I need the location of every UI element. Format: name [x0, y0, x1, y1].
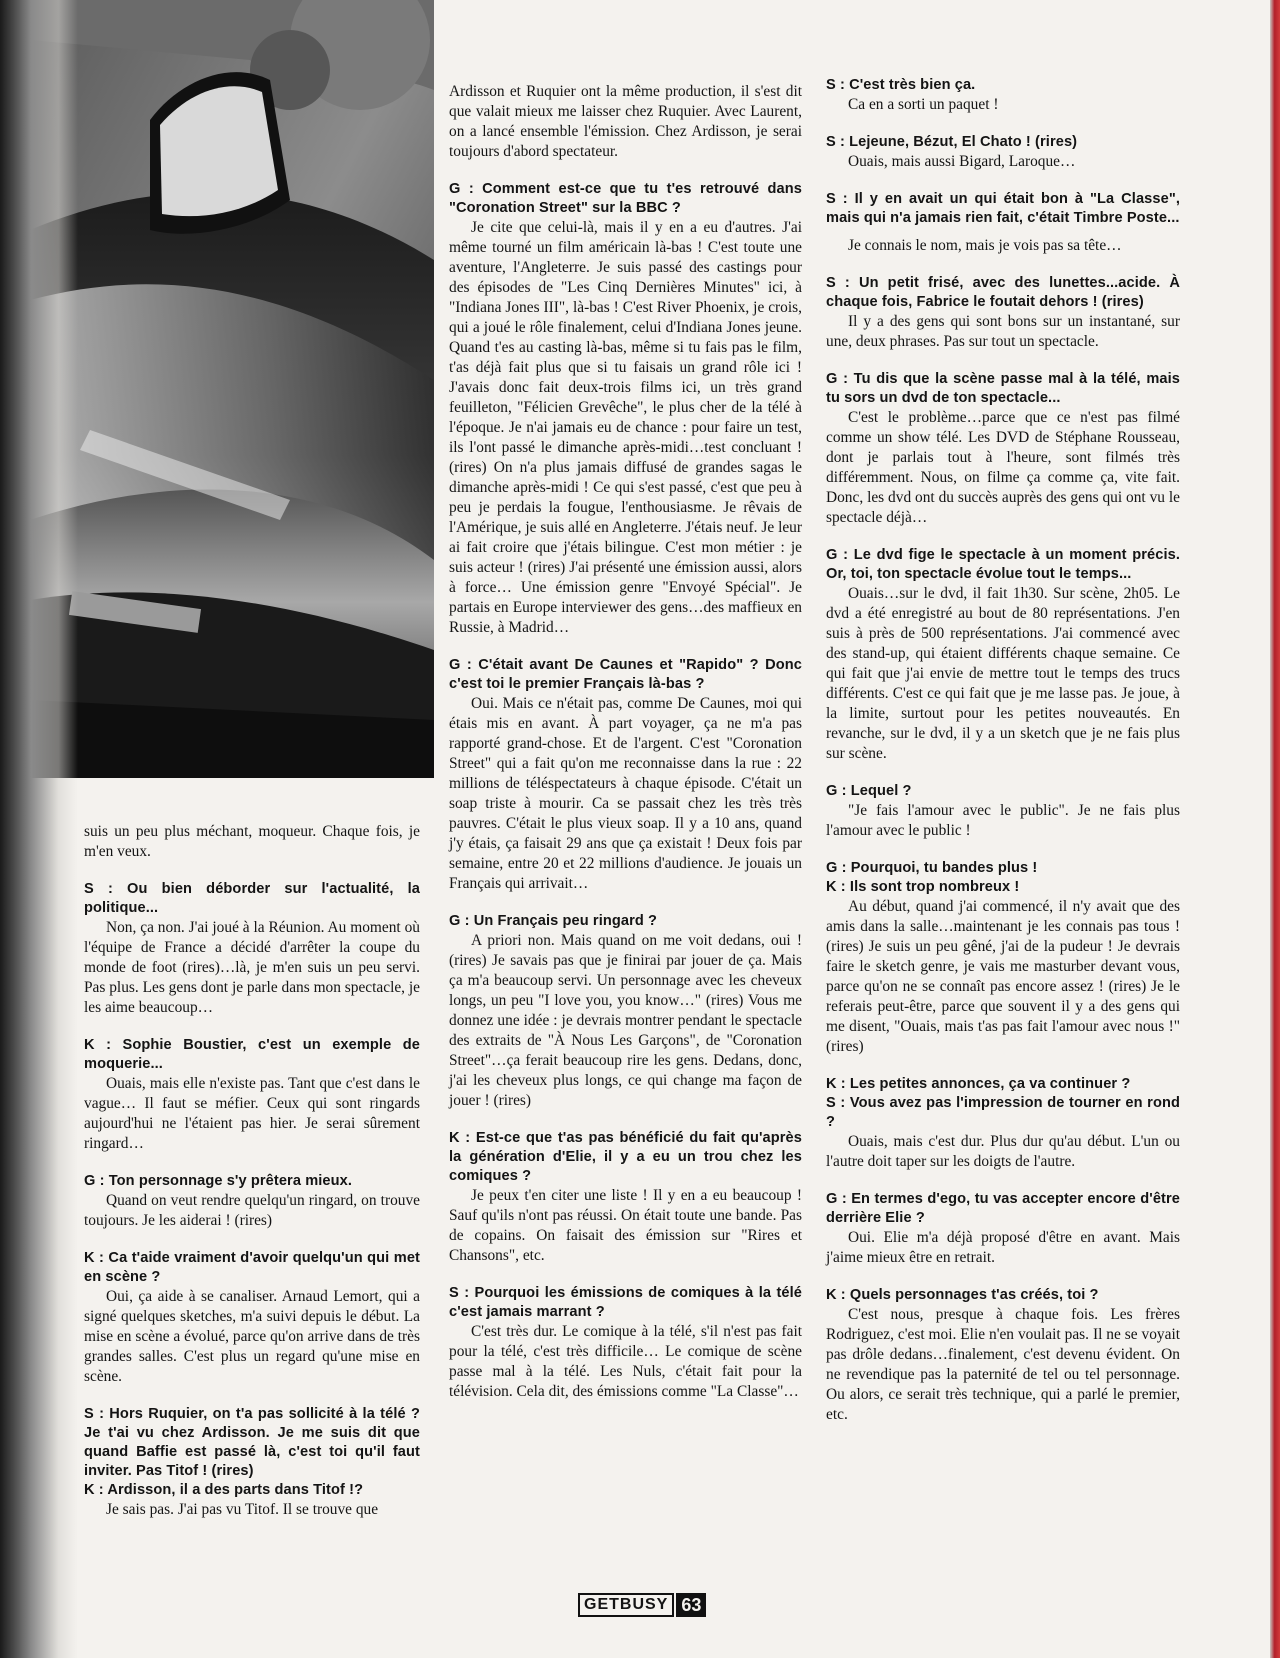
question: G : En termes d'ego, tu vas accepter encore d'être derrière Elie ?	[826, 1191, 1180, 1226]
article-column-1	[84, 822, 420, 1520]
question: K : Sophie Boustier, c'est un exemple de moquerie...	[84, 1037, 420, 1072]
answer-paragraph: Ouais, mais aussi Bigard, Laroque…	[848, 153, 1076, 170]
question: K : Ca t'aide vraiment d'avoir quelqu'un qui met en scène ?	[84, 1250, 420, 1285]
answer-paragraph: Oui. Mais ce n'était pas, comme De Caunes, moi qui étais mis en avant. À part voyager, ça ne m'a pas rapporté grand-chose. Et de l'argent. C'est "Coronation Street" qui a fait qu'on me reconnaisse dans la rue : 22 millions de téléspectateurs à chaque épisode. C'était un soap triste à mourir. Ca se passait chez les très très pauvres. C'était le plus vieux soap. Il y a 10 ans, quand j'y étais, ça faisait 29 ans que ça existait ! Deux fois par semaine, entre 20 et 22 millions d'audience. Je jouais un Français qui arrivait…	[449, 695, 802, 892]
question: G : Tu dis que la scène passe mal à la télé, mais tu sors un dvd de ton spectacle...	[826, 371, 1180, 406]
answer-paragraph: Ouais…sur le dvd, il fait 1h30. Sur scène, 2h05. Le dvd a été enregistré au bout de 80 représentations. J'en suis à près de 500 représentations. J'ai commencé avec des stand-up, qui étaient différents chaque semaine. Ce qui fait que j'ai envie de mettre tout le temps des trucs différents. C'est ce qui fait que je me lasse pas. Je joue, à la limite, surtout pour les petites nouveautés. En revanche, sur le dvd, il y a un sketch que je ne fais plus sur scène.	[826, 585, 1180, 762]
question: G : Lequel ?	[826, 783, 912, 799]
question: S : Pourquoi les émissions de comiques à la télé c'est jamais marrant ?	[449, 1285, 802, 1320]
page-footer	[578, 1593, 706, 1617]
answer-paragraph: C'est le problème…parce que ce n'est pas filmé comme un show télé. Les DVD de Stéphane Rousseau, dont je parlais tout à l'heure, sont filmés très différemment. Nous, on filme ça comme ça, vite fait. Donc, les dvd ont du succès auprès des gens qui ont vu le spectacle déjà…	[826, 409, 1180, 526]
answer-paragraph: Ardisson et Ruquier ont la même production, il s'est dit que valait mieux me laisser chez Ruquier. Avec Laurent, on a lancé ensemble l'émission. Chez Ardisson, je serai toujours d'abord spectateur.	[449, 83, 802, 160]
answer-paragraph: Au début, quand j'ai commencé, il n'y avait que des amis dans la salle…maintenant je les connais pas tous ! (rires) Je suis un peu gêné, j'ai de la pudeur ! Je devrais faire le sketch genre, je vais me masturber devant vous, parce qu'on ne se connaît pas encore assez ! (rires) Je le referais peut-être, parce que souvent il y a des gens qui me disent, "Ouais, mais t'as pas fait l'amour avec nous !" (rires)	[826, 898, 1180, 1055]
answer-paragraph: Je cite que celui-là, mais il y en a eu d'autres. J'ai même tourné un film américain là-bas ! C'est toute une aventure, l'Angleterre. Je suis passé des castings pour des épisodes de "Les Cinq Dernières Minutes" ici, à "Indiana Jones III", là-bas ! C'est River Phoenix, je crois, qui a joué le rôle finalement, celui d'Indiana Jones jeune. Quand t'es au casting là-bas, même si tu fais pas le film, t'as déjà fait plus que si tu faisais un grand rôle ici ! J'avais donc fait deux-trois films ici, un très grand feuilleton, "Félicien Grevêche", le plus cher de la télé à l'époque. Je n'ai jamais eu de chance : pour faire un test, ils l'ont passé le dimanche après-midi…test concluant ! (rires) On n'a plus jamais diffusé de grandes sagas le dimanche après-midi ! Ce qui s'est passé, c'est que peu à peu je perdais la fougue, l'enthousiasme. Je rêvais de l'Amérique, je suis allé en Angleterre. J'étais neuf. Je leur ai fait croire que j'étais bilingue. C'est mon métier : je suis acteur ! (rires) J'ai présenté une émission aussi, alors à force… Une émission genre "Envoyé Spécial". Je partais en Europe interviewer des gens…des maffieux en Russie, à Madrid…	[449, 219, 802, 636]
question: S : C'est très bien ça.	[826, 77, 976, 93]
answer-paragraph: Ouais, mais elle n'existe pas. Tant que c'est dans le vague… Il faut se méfier. Ceux qui sont ringards aujourd'hui ne l'étaient pas hier. Je serai sûrement ringard…	[84, 1075, 420, 1152]
answer-paragraph: Je peux t'en citer une liste ! Il y en a eu beaucoup ! Sauf qu'ils n'ont pas réussi. On était toute une bande. Pas de copains. On faisait des émission sur "Rires et Chansons", etc.	[449, 1187, 802, 1264]
photo-illustration	[30, 0, 434, 778]
answer-paragraph: Oui, ça aide à se canaliser. Arnaud Lemort, qui a signé quelques sketches, m'a suivi depuis le début. La mise en scène a évolué, parce qu'on arrive dans de très grandes salles. C'est plus un regard qu'une mise en scène.	[84, 1288, 420, 1385]
question: G : Ton personnage s'y prêtera mieux.	[84, 1173, 353, 1189]
question: K : Quels personnages t'as créés, toi ?	[826, 1287, 1099, 1303]
question: S : Vous avez pas l'impression de tourner en rond ?	[826, 1095, 1180, 1130]
answer-paragraph: suis un peu plus méchant, moqueur. Chaque fois, je m'en veux.	[84, 823, 420, 860]
question: K : Ils sont trop nombreux !	[826, 879, 1020, 895]
article-column-2	[449, 82, 802, 1402]
page-binding-shadow	[0, 0, 78, 1658]
question: G : Pourquoi, tu bandes plus !	[826, 860, 1038, 876]
answer-paragraph: Ca en a sorti un paquet !	[848, 96, 999, 113]
page-number: 63	[676, 1593, 706, 1617]
answer-paragraph: C'est très dur. Le comique à la télé, s'il n'est pas fait pour la télé, c'est très difficile… Le comique de scène passe mal à la télé. Les Nuls, c'était fait pour la télévision. Cela dit, des émissions comme "La Classe"…	[449, 1323, 802, 1400]
answer-paragraph: A priori non. Mais quand on me voit dedans, oui ! (rires) Je savais pas que je finirai par jouer de ça. Mais ça m'a beaucoup servi. Un personnage avec les cheveux longs, un peu "I love you, you know…" (rires) Vous me donnez une idée : je devrais montrer pendant le spectacle des extraits de "À Nous Les Garçons", de "Coronation Street"…ça ferait beaucoup rire les gens. Dedans, donc, j'ai les cheveux plus longs, ce qui change ma façon de jouer ! (rires)	[449, 932, 802, 1109]
question: G : Comment est-ce que tu t'es retrouvé dans "Coronation Street" sur la BBC ?	[449, 181, 802, 216]
car-mirror-photo	[30, 0, 434, 778]
answer-paragraph: Je sais pas. J'ai pas vu Titof. Il se trouve que	[106, 1501, 379, 1518]
answer-paragraph: Je connais le nom, mais je vois pas sa tête…	[848, 237, 1122, 254]
answer-paragraph: Non, ça non. J'ai joué à la Réunion. Au moment où l'équipe de France a décidé d'arrêter la coupe du monde de foot (rires)…là, je m'en suis un peu servi. Pas plus. Les gens dont je parle dans mon spectacle, je les aime beaucoup…	[84, 919, 420, 1016]
answer-paragraph: Oui. Elie m'a déjà proposé d'être en avant. Mais j'aime mieux être en retrait.	[826, 1229, 1180, 1266]
question: S : Un petit frisé, avec des lunettes...acide. À chaque fois, Fabrice le foutait dehors ! (rires)	[826, 275, 1180, 310]
question: G : C'était avant De Caunes et "Rapido" ? Donc c'est toi le premier Français là-bas ?	[449, 657, 802, 692]
question: S : Ou bien déborder sur l'actualité, la politique...	[84, 881, 420, 916]
answer-paragraph: C'est nous, presque à chaque fois. Les frères Rodriguez, c'est moi. Elie n'en voulait pas. Il ne se voyait pas drôle dedans…finalement, c'est devenu évident. On ne revendique pas la paternité de tel ou tel personnage. Ou alors, ce serait très technique, qui a parlé le premier, etc.	[826, 1306, 1180, 1423]
answer-paragraph: Quand on veut rendre quelqu'un ringard, on trouve toujours. Je les aiderai ! (rires)	[84, 1192, 420, 1229]
article-column-3	[826, 76, 1180, 1425]
answer-paragraph: Ouais, mais c'est dur. Plus dur qu'au début. L'un ou l'autre doit taper sur les doigts de l'autre.	[826, 1133, 1180, 1170]
answer-paragraph: "Je fais l'amour avec le public". Je ne fais plus l'amour avec le public !	[826, 802, 1180, 839]
question: S : Lejeune, Bézut, El Chato ! (rires)	[826, 134, 1078, 150]
question: S : Il y en avait un qui était bon à "La Classe", mais qui n'a jamais rien fait, c'était Timbre Poste...	[826, 191, 1180, 226]
question: K : Ardisson, il a des parts dans Titof !?	[84, 1482, 364, 1498]
question: G : Un Français peu ringard ?	[449, 913, 658, 929]
question: S : Hors Ruquier, on t'a pas sollicité à la télé ? Je t'ai vu chez Ardisson. Je me suis dit que quand Baffie est passé là, c'est toi qu'il faut inviter. Pas Titof ! (rires)	[84, 1406, 420, 1479]
question: G : Le dvd fige le spectacle à un moment précis. Or, toi, ton spectacle évolue tout le temps...	[826, 547, 1180, 582]
page-edge-red	[1270, 0, 1280, 1658]
magazine-logo: GETBUSY	[578, 1593, 674, 1617]
answer-paragraph: Il y a des gens qui sont bons sur un instantané, sur une, deux phrases. Pas sur tout un spectacle.	[826, 313, 1180, 350]
question: K : Est-ce que t'as pas bénéficié du fait qu'après la génération d'Elie, il y a eu un trou chez les comiques ?	[449, 1130, 802, 1184]
question: K : Les petites annonces, ça va continuer ?	[826, 1076, 1131, 1092]
